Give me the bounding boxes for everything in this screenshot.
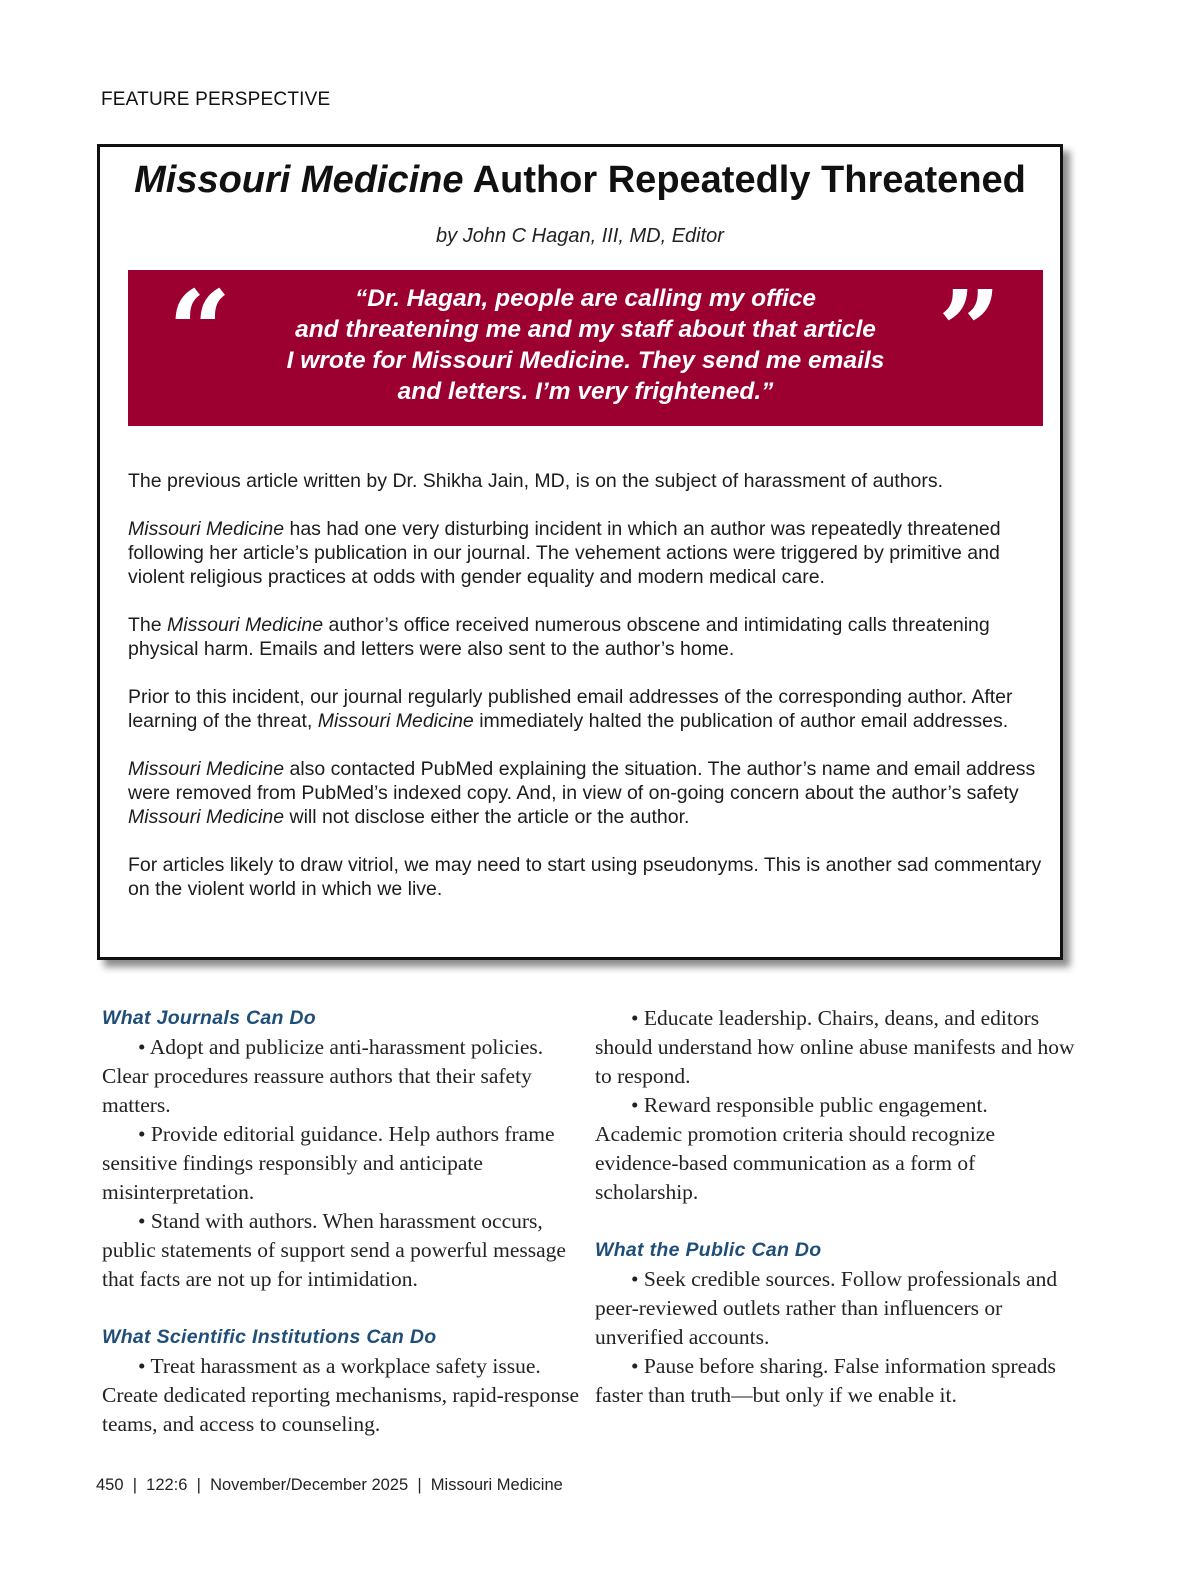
body-paragraph: [128, 685, 1042, 733]
heading-journals: What Journals Can Do: [102, 1007, 317, 1029]
paragraph-text: will not disclose either the article or the author.: [284, 806, 690, 828]
paragraph-text: For articles likely to draw vitriol, we may need to start using pseudonyms. This is another sad commentary on the violent world in which we live.: [128, 854, 1042, 900]
paragraph-text: author’s office received numerous obscene and intimidating calls threatening physical harm. Emails and letters were also sent to the author’s home.: [128, 614, 990, 660]
journal-name: Missouri Medicine: [128, 758, 285, 780]
body-paragraph: [128, 757, 1042, 829]
quote-line: and letters. I’m very frightened.”: [397, 378, 774, 405]
right-column: [595, 1004, 1075, 1410]
byline: by John C Hagan, III, MD, Editor: [436, 225, 724, 247]
body-paragraph: [128, 613, 1042, 661]
list-item: • Educate leadership. Chairs, deans, and editors should understand how online abuse manifests and how to respond.: [595, 1006, 1075, 1088]
journal-name: Missouri Medicine: [128, 518, 285, 540]
feature-body: [128, 469, 1042, 925]
journal-name: Missouri Medicine: [167, 614, 324, 636]
journal-name: Missouri Medicine: [317, 710, 474, 732]
list-item: • Reward responsible public engagement. Academic promotion criteria should recognize evidence-based communication as a form of scholarship.: [595, 1093, 995, 1204]
left-column: [102, 1004, 582, 1439]
body-paragraph: [128, 469, 1042, 493]
heading-institutions: What Scientific Institutions Can Do: [102, 1326, 437, 1348]
paragraph-text: The: [128, 614, 168, 636]
pull-quote-text: [248, 283, 923, 407]
list-item: • Seek credible sources. Follow professionals and peer-reviewed outlets rather than influencers or unverified accounts.: [595, 1267, 1058, 1349]
journal-name: Missouri Medicine: [128, 806, 285, 828]
body-paragraph: [128, 853, 1042, 901]
page-footer: 450 | 122:6 | November/December 2025 | Missouri Medicine: [96, 1476, 563, 1494]
list-item: • Provide editorial guidance. Help authors frame sensitive findings responsibly and anticipate misinterpretation.: [102, 1122, 555, 1204]
list-item: • Pause before sharing. False information spreads faster than truth—but only if we enable it.: [595, 1354, 1056, 1407]
quote-line: “Dr. Hagan, people are calling my office: [354, 285, 817, 312]
list-item: • Adopt and publicize anti-harassment policies. Clear procedures reassure authors that their safety matters.: [102, 1035, 544, 1117]
paragraph-text: has had one very disturbing incident in which an author was repeatedly threatened following her article’s publication in our journal. The vehement actions were triggered by primitive and violent religious practices at odds with gender equality and modern medical care.: [128, 518, 1001, 588]
title-journal-name: Missouri Medicine: [134, 159, 464, 201]
quote-line: I wrote for Missouri Medicine. They send me emails: [286, 347, 885, 374]
body-paragraph: [128, 517, 1042, 589]
paragraph-text: also contacted PubMed explaining the situation. The author’s name and email address were removed from PubMed’s indexed copy. And, in view of on-going concern about the author’s safety: [128, 758, 1036, 804]
list-item: • Treat harassment as a workplace safety issue. Create dedicated reporting mechanisms, rapid-response teams, and access to counseling.: [102, 1354, 579, 1436]
close-quote-icon: ”: [937, 266, 1001, 395]
quote-line: and threatening me and my staff about that article: [295, 316, 876, 343]
open-quote-icon: “: [168, 266, 232, 395]
list-item: • Stand with authors. When harassment occurs, public statements of support send a powerful message that facts are not up for intimidation.: [102, 1209, 566, 1291]
feature-title: [100, 159, 1060, 202]
section-label: FEATURE PERSPECTIVE: [101, 89, 331, 110]
pull-quote: [128, 266, 1043, 426]
heading-public: What the Public Can Do: [595, 1239, 822, 1261]
feature-box: [97, 144, 1063, 960]
paragraph-text: The previous article written by Dr. Shikha Jain, MD, is on the subject of harassment of authors.: [128, 470, 944, 492]
paragraph-text: Prior to this incident, our journal regularly published email addresses of the corresponding author. After learning of the threat,: [128, 686, 1013, 732]
paragraph-text: immediately halted the publication of author email addresses.: [473, 710, 1009, 732]
title-rest: Author Repeatedly Threatened: [463, 159, 1026, 201]
